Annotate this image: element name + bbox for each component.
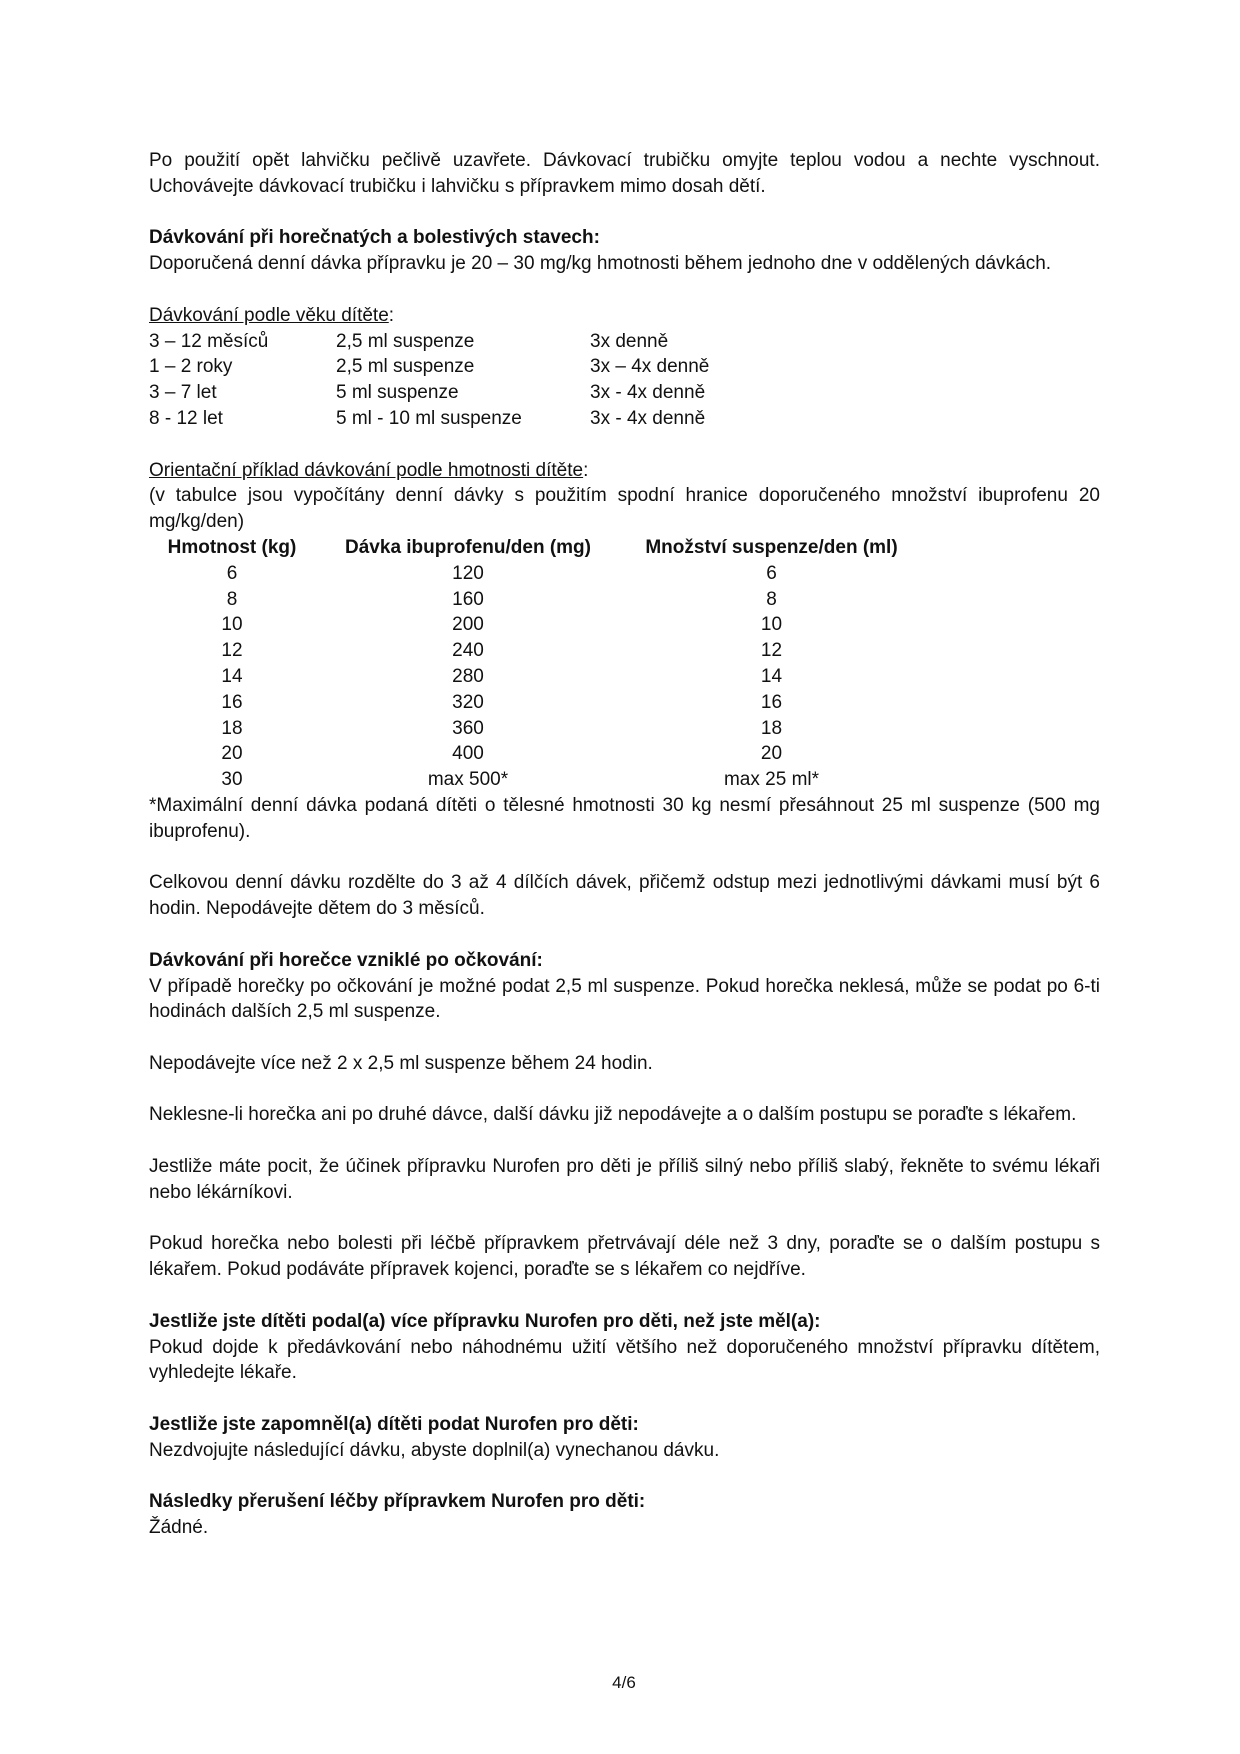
age-dosing-label-colon: : <box>388 304 395 326</box>
vaccination-paragraph: V případě horečky po očkování je možné podat 2,5 ml suspenze. Pokud horečka neklesá, může se podat po 6-ti hodinách dalších 2,5 ml suspenze. <box>149 975 1100 1023</box>
frequency-cell: 3x denně <box>590 330 669 352</box>
missed-dose-heading: Jestliže jste zapomněl(a) dítěti podat Nurofen pro děti: <box>149 1414 639 1436</box>
age-cell: 3 – 12 měsíců <box>149 330 269 352</box>
age-cell: 8 - 12 let <box>149 407 223 429</box>
volume-cell: 20 <box>760 743 783 765</box>
volume-cell: 16 <box>760 691 783 713</box>
weight-cell: 14 <box>221 665 243 687</box>
dose-cell: max 500* <box>427 769 509 791</box>
age-row <box>149 354 1100 380</box>
weight-cell: 10 <box>221 614 243 636</box>
weight-cell: 12 <box>221 640 243 662</box>
volume-cell: 12 <box>760 640 783 662</box>
dose-cell: 200 <box>452 614 484 636</box>
weight-cell: 18 <box>221 717 243 739</box>
duration-paragraph: Pokud horečka nebo bolesti při léčbě přípravkem přetrvávají déle než 3 dny, poraďte se o dalším postupu s lékařem. Pokud podáváte přípravek kojenci, poraďte se s lékařem co nejdříve. <box>149 1233 1100 1281</box>
stopping-heading: Následky přerušení léčby přípravkem Nurofen pro děti: <box>149 1491 646 1513</box>
table-row <box>149 612 922 638</box>
dose-cell: 120 <box>452 562 484 584</box>
stopping-text: Žádné. <box>149 1517 209 1539</box>
volume-cell: max 25 ml* <box>723 769 820 791</box>
age-row <box>149 406 1100 432</box>
amount-cell: 5 ml - 10 ml suspenze <box>336 407 522 429</box>
table-row <box>149 638 922 664</box>
age-dosing-label-text: Dávkování podle věku dítěte <box>149 304 389 326</box>
weight-dosing-label <box>149 458 1100 484</box>
fever-dosing-heading: Dávkování při horečnatých a bolestivých stavech: <box>149 227 600 249</box>
missed-dose-text: Nezdvojujte následující dávku, abyste doplnil(a) vynechanou dávku. <box>149 1439 720 1461</box>
effect-paragraph: Jestliže máte pocit, že účinek přípravku Nurofen pro děti je příliš silný nebo příliš slabý, řekněte to svému lékaři nebo lékárníkovi. <box>149 1156 1100 1203</box>
age-row <box>149 329 1100 355</box>
vaccination-heading: Dávkování při horečce vzniklé po očkování: <box>149 949 543 971</box>
dose-cell: 280 <box>452 665 484 687</box>
weight-cell: 8 <box>226 588 238 610</box>
weight-cell: 6 <box>226 562 238 584</box>
weight-dosing-table <box>149 535 922 793</box>
age-cell: 1 – 2 roky <box>149 356 233 378</box>
page-number: 4/6 <box>612 1673 636 1692</box>
amount-cell: 2,5 ml suspenze <box>336 356 475 378</box>
age-row <box>149 380 1100 406</box>
table-header-row <box>149 535 922 561</box>
table-row <box>149 664 922 690</box>
weight-dosing-note: (v tabulce jsou vypočítány denní dávky s použitím spodní hranice doporučeného množství ibuprofenu 20 mg/kg/den) <box>149 485 1100 533</box>
amount-cell: 2,5 ml suspenze <box>336 330 475 352</box>
weight-cell: 20 <box>221 743 243 765</box>
frequency-cell: 3x - 4x denně <box>590 407 706 429</box>
document-body <box>149 148 1100 1541</box>
amount-cell: 5 ml suspenze <box>336 382 459 404</box>
dose-cell: 320 <box>452 691 484 713</box>
volume-cell: 18 <box>760 717 783 739</box>
table-row <box>149 561 922 587</box>
table-row <box>149 716 922 742</box>
fever-dosing-text: Doporučená denní dávka přípravku je 20 – 30 mg/kg hmotnosti během jednoho dne v oddělených dávkách. <box>149 253 1052 275</box>
volume-cell: 14 <box>760 665 783 687</box>
age-dosing-table <box>149 329 1100 432</box>
age-cell: 3 – 7 let <box>149 382 217 404</box>
max-dose-paragraph: Nepodávejte více než 2 x 2,5 ml suspenze během 24 hodin. <box>149 1052 653 1074</box>
table-row <box>149 741 922 767</box>
table-row <box>149 767 922 793</box>
header-weight: Hmotnost (kg) <box>167 536 297 558</box>
volume-cell: 8 <box>766 588 777 610</box>
overdose-text: Pokud dojde k předávkování nebo náhodnému užití většího než doporučeného množství přípravku dítětem, vyhledejte lékaře. <box>149 1336 1100 1384</box>
volume-cell: 6 <box>766 562 777 584</box>
dose-cell: 400 <box>452 743 484 765</box>
volume-cell: 10 <box>760 614 783 636</box>
overdose-heading: Jestliže jste dítěti podal(a) více přípravku Nurofen pro děti, než jste měl(a): <box>149 1310 821 1332</box>
frequency-cell: 3x – 4x denně <box>590 356 710 378</box>
weight-dosing-label-colon: : <box>583 459 589 481</box>
header-suspension-volume: Množství suspenze/den (ml) <box>645 536 898 558</box>
dose-cell: 360 <box>452 717 484 739</box>
split-dose-paragraph: Celkovou denní dávku rozdělte do 3 až 4 dílčích dávek, přičemž odstup mezi jednotlivými dávkami musí být 6 hodin. Nepodávejte dětem do 3 měsíců. <box>149 872 1100 920</box>
weight-cell: 16 <box>221 691 243 713</box>
age-dosing-label <box>149 303 1100 329</box>
no-improvement-paragraph: Neklesne-li horečka ani po druhé dávce, další dávku již nepodávejte a o dalším postupu se poraďte s lékařem. <box>149 1104 1077 1126</box>
table-row <box>149 587 922 613</box>
weight-dosing-footnote: *Maximální denní dávka podaná dítěti o tělesné hmotnosti 30 kg nesmí přesáhnout 25 ml suspenze (500 mg ibuprofenu). <box>149 794 1100 842</box>
weight-dosing-label-text: Orientační příklad dávkování podle hmotnosti dítěte <box>149 459 584 481</box>
header-ibuprofen-dose: Dávka ibuprofenu/den (mg) <box>345 536 591 558</box>
dose-cell: 240 <box>452 640 484 662</box>
frequency-cell: 3x - 4x denně <box>590 382 706 404</box>
table-row <box>149 690 922 716</box>
weight-cell: 30 <box>221 769 243 791</box>
dose-cell: 160 <box>452 588 484 610</box>
intro-paragraph: Po použití opět lahvičku pečlivě uzavřete. Dávkovací trubičku omyjte teplou vodou a nechte vyschnout. Uchovávejte dávkovací trubičku i lahvičku s přípravkem mimo dosah dětí. <box>149 150 1100 197</box>
